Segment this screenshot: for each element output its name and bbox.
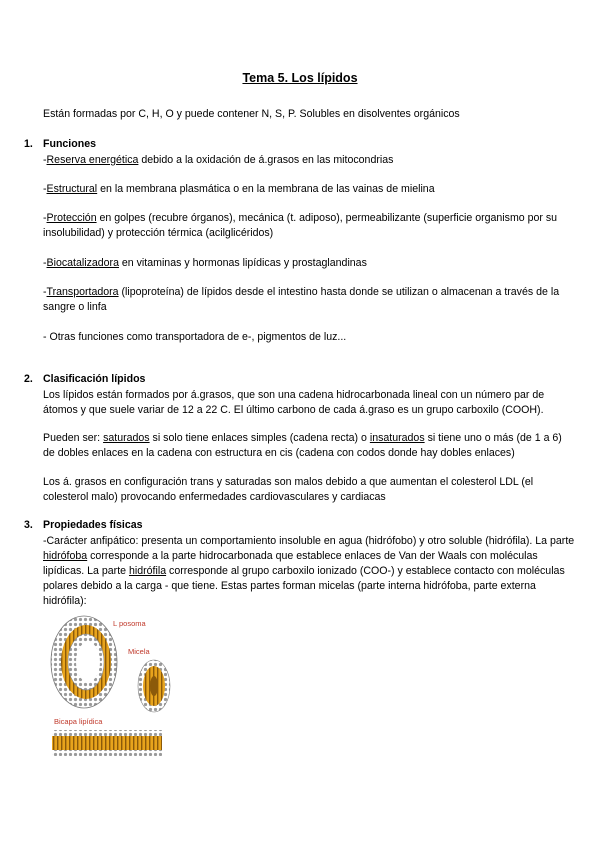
function-term: Estructural xyxy=(46,183,98,195)
micelle-diagram xyxy=(138,660,170,712)
function-term: Protección xyxy=(46,212,97,224)
term-saturados: saturados xyxy=(103,432,150,444)
section-title: Clasificación lípidos xyxy=(43,373,146,385)
function-item: -Protección en golpes (recubre órganos), mecánica (t. adiposo), permeabilizante (superficie organismo por su insolubilidad) y protección térmica (acilglicéridos) xyxy=(43,212,558,239)
classification-paragraph: Los lípidos están formados por á.grasos, que son una cadena hidrocarbonada lineal con un número par de átomos y que suele variar de 12 a 22 C. El último carbono de cada á.graso es un grupo carboxilo (COOH). xyxy=(43,389,545,416)
bilayer-diagram xyxy=(52,730,162,756)
trans-fats-paragraph: Los á. grasos en configuración trans y saturadas son malos debido a que aumentan el colesterol LDL (el colesterol malo) provocando enfermedades cardiovasculares y cardiacas xyxy=(43,476,534,503)
term-insaturados: insaturados xyxy=(369,432,425,444)
section-number: 1. xyxy=(24,138,33,150)
amphipathic-paragraph: -Carácter anfipático: presenta un comportamiento insoluble en agua (hidrófobo) y otro soluble (hidrófila). La parte hidrófoba corresponde a la parte hidrocarbonada que establece enlaces de Van der Waals con moléculas lipídicas. La parte hidrófila corresponde al grupo carboxilo ionizado (COO-) y establece contacto con moléculas polares debido a la carga - que tiene. Estas partes forman micelas (parte interna hidrófoba, parte externa hidrófila): xyxy=(43,535,575,607)
function-item: -Biocatalizadora en vitaminas y hormonas lipídicas y prostaglandinas xyxy=(43,257,367,269)
section-number: 3. xyxy=(24,519,33,531)
function-item-other: - Otras funciones como transportadora de e-, pigmentos de luz... xyxy=(43,331,347,343)
function-term: Biocatalizadora xyxy=(46,257,119,269)
function-item: -Estructural en la membrana plasmática o en la membrana de las vainas de mielina xyxy=(43,183,435,195)
classification-types-paragraph: Pueden ser: saturados si solo tiene enlaces simples (cadena recta) o insaturados si tiene uno o más (de 1 a 6) de dobles enlaces en la cadena con estructura en cis (cadena con codos donde hay dobles enlaces) xyxy=(43,432,562,459)
liposome-diagram xyxy=(51,616,117,708)
function-term: Reserva energética xyxy=(46,154,139,166)
page-title: Tema 5. Los lípidos xyxy=(242,71,358,85)
section-2-heading xyxy=(24,373,145,385)
intro-paragraph: Están formadas por C, H, O y puede contener N, S, P. Solubles en disolventes orgánicos xyxy=(43,108,460,120)
term-hidrofoba: hidrófoba xyxy=(43,550,88,562)
section-title: Funciones xyxy=(43,138,96,150)
lipid-structures-figure xyxy=(48,612,188,768)
section-1-heading xyxy=(24,138,96,150)
section-title: Propiedades físicas xyxy=(43,519,143,531)
function-term: Transportadora xyxy=(46,286,119,298)
micelle-label: Micela xyxy=(128,647,150,656)
bilayer-label: Bicapa lipídica xyxy=(54,717,103,726)
term-hidrofila: hidrófila xyxy=(128,565,167,577)
section-number: 2. xyxy=(24,373,33,385)
section-3-heading xyxy=(24,519,143,531)
function-item: -Transportadora (lipoproteína) de lípidos desde el intestino hasta donde se utilizan o almacenan a través de la sangre o linfa xyxy=(43,286,560,313)
liposome-label: L posoma xyxy=(113,619,146,628)
function-item: -Reserva energética debido a la oxidación de á.grasos en las mitocondrias xyxy=(43,154,394,166)
